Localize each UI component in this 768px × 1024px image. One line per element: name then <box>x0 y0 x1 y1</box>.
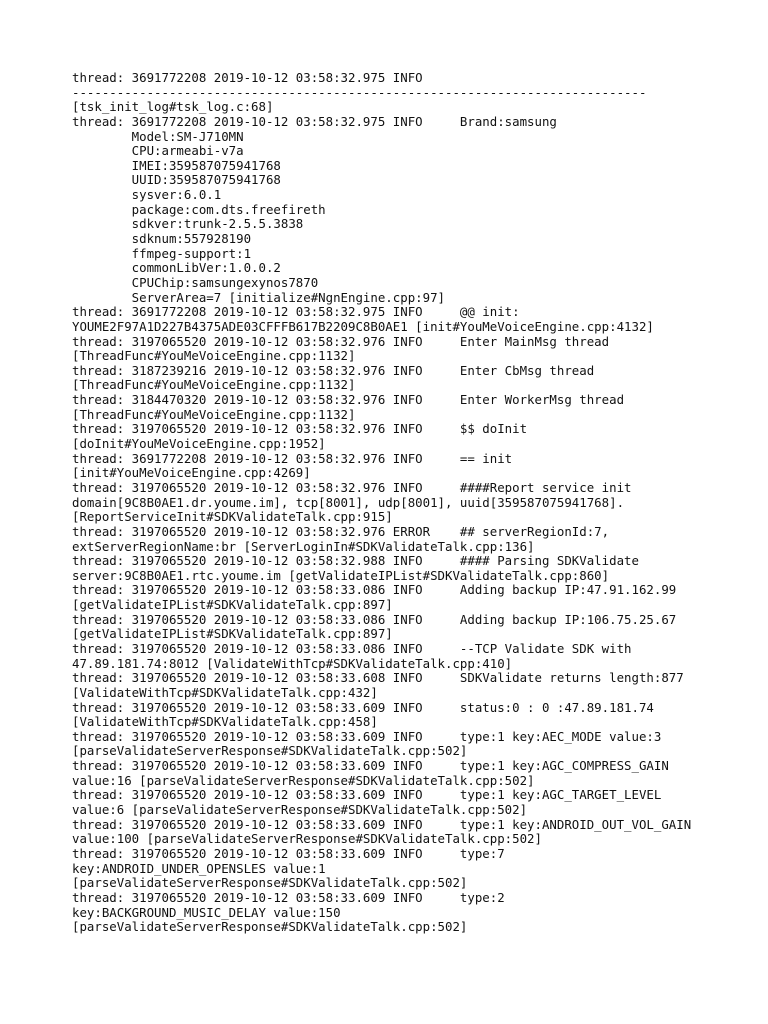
log-line: thread: 3197065520 2019-10-12 03:58:33.609 INFO type:1 key:AGC_TARGET_LEVEL <box>72 787 662 803</box>
log-line: commonLibVer:1.0.0.2 <box>72 260 281 276</box>
log-line: thread: 3197065520 2019-10-12 03:58:33.609 INFO type:1 key:AGC_COMPRESS_GAIN <box>72 758 669 774</box>
log-line: server:9C8B0AE1.rtc.youme.im [getValidateIPList#SDKValidateTalk.cpp:860] <box>72 567 610 583</box>
log-line: UUID:359587075941768 <box>72 172 281 188</box>
log-line: thread: 3197065520 2019-10-12 03:58:32.976 INFO Enter MainMsg thread <box>72 333 610 349</box>
log-line: thread: 3184470320 2019-10-12 03:58:32.976 INFO Enter WorkerMsg thread <box>72 392 625 408</box>
log-line: thread: 3197065520 2019-10-12 03:58:33.608 INFO SDKValidate returns length:877 <box>72 670 684 686</box>
log-line: sysver:6.0.1 <box>72 187 222 203</box>
log-line: thread: 3197065520 2019-10-12 03:58:33.609 INFO type:1 key:ANDROID_OUT_VOL_GAIN <box>72 816 692 832</box>
log-line: [ThreadFunc#YouMeVoiceEngine.cpp:1132] <box>72 406 356 422</box>
log-line: thread: 3197065520 2019-10-12 03:58:33.609 INFO type:7 <box>72 845 505 861</box>
log-line: thread: 3691772208 2019-10-12 03:58:32.975 INFO @@ init: <box>72 304 520 320</box>
log-line: Model:SM-J710MN <box>72 128 244 144</box>
log-line: [parseValidateServerResponse#SDKValidateTalk.cpp:502] <box>72 743 468 759</box>
log-line: YOUME2F97A1D227B4375ADE03CFFFB617B2209C8B0AE1 [init#YouMeVoiceEngine.cpp:4132] <box>72 318 654 334</box>
log-line: key:BACKGROUND_MUSIC_DELAY value:150 <box>72 904 341 920</box>
log-line: [doInit#YouMeVoiceEngine.cpp:1952] <box>72 436 326 452</box>
log-line: thread: 3197065520 2019-10-12 03:58:33.609 INFO status:0 : 0 :47.89.181.74 <box>72 699 654 715</box>
log-line: [ValidateWithTcp#SDKValidateTalk.cpp:458] <box>72 714 378 730</box>
log-line: key:ANDROID_UNDER_OPENSLES value:1 <box>72 860 326 876</box>
log-line: [tsk_init_log#tsk_log.c:68] <box>72 99 274 115</box>
log-line: CPU:armeabi-v7a <box>72 143 244 159</box>
log-line: thread: 3197065520 2019-10-12 03:58:33.086 INFO --TCP Validate SDK with <box>72 640 632 656</box>
log-line: thread: 3197065520 2019-10-12 03:58:32.976 INFO ####Report service init <box>72 479 632 495</box>
log-line: CPUChip:samsungexynos7870 <box>72 274 319 290</box>
log-line: sdknum:557928190 <box>72 231 252 247</box>
log-line: [getValidateIPList#SDKValidateTalk.cpp:897] <box>72 626 393 642</box>
log-line: thread: 3197065520 2019-10-12 03:58:32.988 INFO #### Parsing SDKValidate <box>72 553 639 569</box>
log-line: thread: 3187239216 2019-10-12 03:58:32.976 INFO Enter CbMsg thread <box>72 362 595 378</box>
log-line: 47.89.181.74:8012 [ValidateWithTcp#SDKValidateTalk.cpp:410] <box>72 655 513 671</box>
log-line: thread: 3197065520 2019-10-12 03:58:33.086 INFO Adding backup IP:106.75.25.67 <box>72 611 677 627</box>
log-line: thread: 3197065520 2019-10-12 03:58:32.976 ERROR ## serverRegionId:7, <box>72 523 610 539</box>
log-line: ffmpeg-support:1 <box>72 245 252 261</box>
log-line: value:6 [parseValidateServerResponse#SDKValidateTalk.cpp:502] <box>72 802 528 818</box>
log-line: [ValidateWithTcp#SDKValidateTalk.cpp:432] <box>72 684 378 700</box>
log-line: [init#YouMeVoiceEngine.cpp:4269] <box>72 465 311 481</box>
log-line: IMEI:359587075941768 <box>72 157 281 173</box>
log-line: thread: 3197065520 2019-10-12 03:58:33.609 INFO type:1 key:AEC_MODE value:3 <box>72 728 662 744</box>
log-line: thread: 3197065520 2019-10-12 03:58:32.976 INFO $$ doInit <box>72 421 528 437</box>
log-line: [parseValidateServerResponse#SDKValidateTalk.cpp:502] <box>72 875 468 891</box>
log-line: [parseValidateServerResponse#SDKValidateTalk.cpp:502] <box>72 919 468 935</box>
log-line: ----------------------------------------------------------------------------- <box>72 84 647 100</box>
log-line: [ThreadFunc#YouMeVoiceEngine.cpp:1132] <box>72 377 356 393</box>
log-line: package:com.dts.freefireth <box>72 201 326 217</box>
log-line: thread: 3197065520 2019-10-12 03:58:33.609 INFO type:2 <box>72 889 505 905</box>
log-line: value:16 [parseValidateServerResponse#SDKValidateTalk.cpp:502] <box>72 772 535 788</box>
log-line: thread: 3691772208 2019-10-12 03:58:32.976 INFO == init <box>72 450 513 466</box>
log-line: [ReportServiceInit#SDKValidateTalk.cpp:915] <box>72 509 393 525</box>
log-line: sdkver:trunk-2.5.5.3838 <box>72 216 304 232</box>
log-line: [getValidateIPList#SDKValidateTalk.cpp:897] <box>72 597 393 613</box>
log-line: thread: 3691772208 2019-10-12 03:58:32.975 INFO Brand:samsung <box>72 113 557 129</box>
log-line: thread: 3197065520 2019-10-12 03:58:33.086 INFO Adding backup IP:47.91.162.99 <box>72 582 677 598</box>
log-line: [ThreadFunc#YouMeVoiceEngine.cpp:1132] <box>72 348 356 364</box>
log-line: domain[9C8B0AE1.dr.youme.im], tcp[8001], udp[8001], uuid[359587075941768]. <box>72 494 625 510</box>
log-line: extServerRegionName:br [ServerLoginIn#SDKValidateTalk.cpp:136] <box>72 538 535 554</box>
log-line: value:100 [parseValidateServerResponse#SDKValidateTalk.cpp:502] <box>72 831 542 847</box>
log-line: thread: 3691772208 2019-10-12 03:58:32.975 INFO <box>72 70 423 85</box>
log-line: ServerArea=7 [initialize#NgnEngine.cpp:97] <box>72 289 445 305</box>
log-text-block <box>72 71 691 935</box>
